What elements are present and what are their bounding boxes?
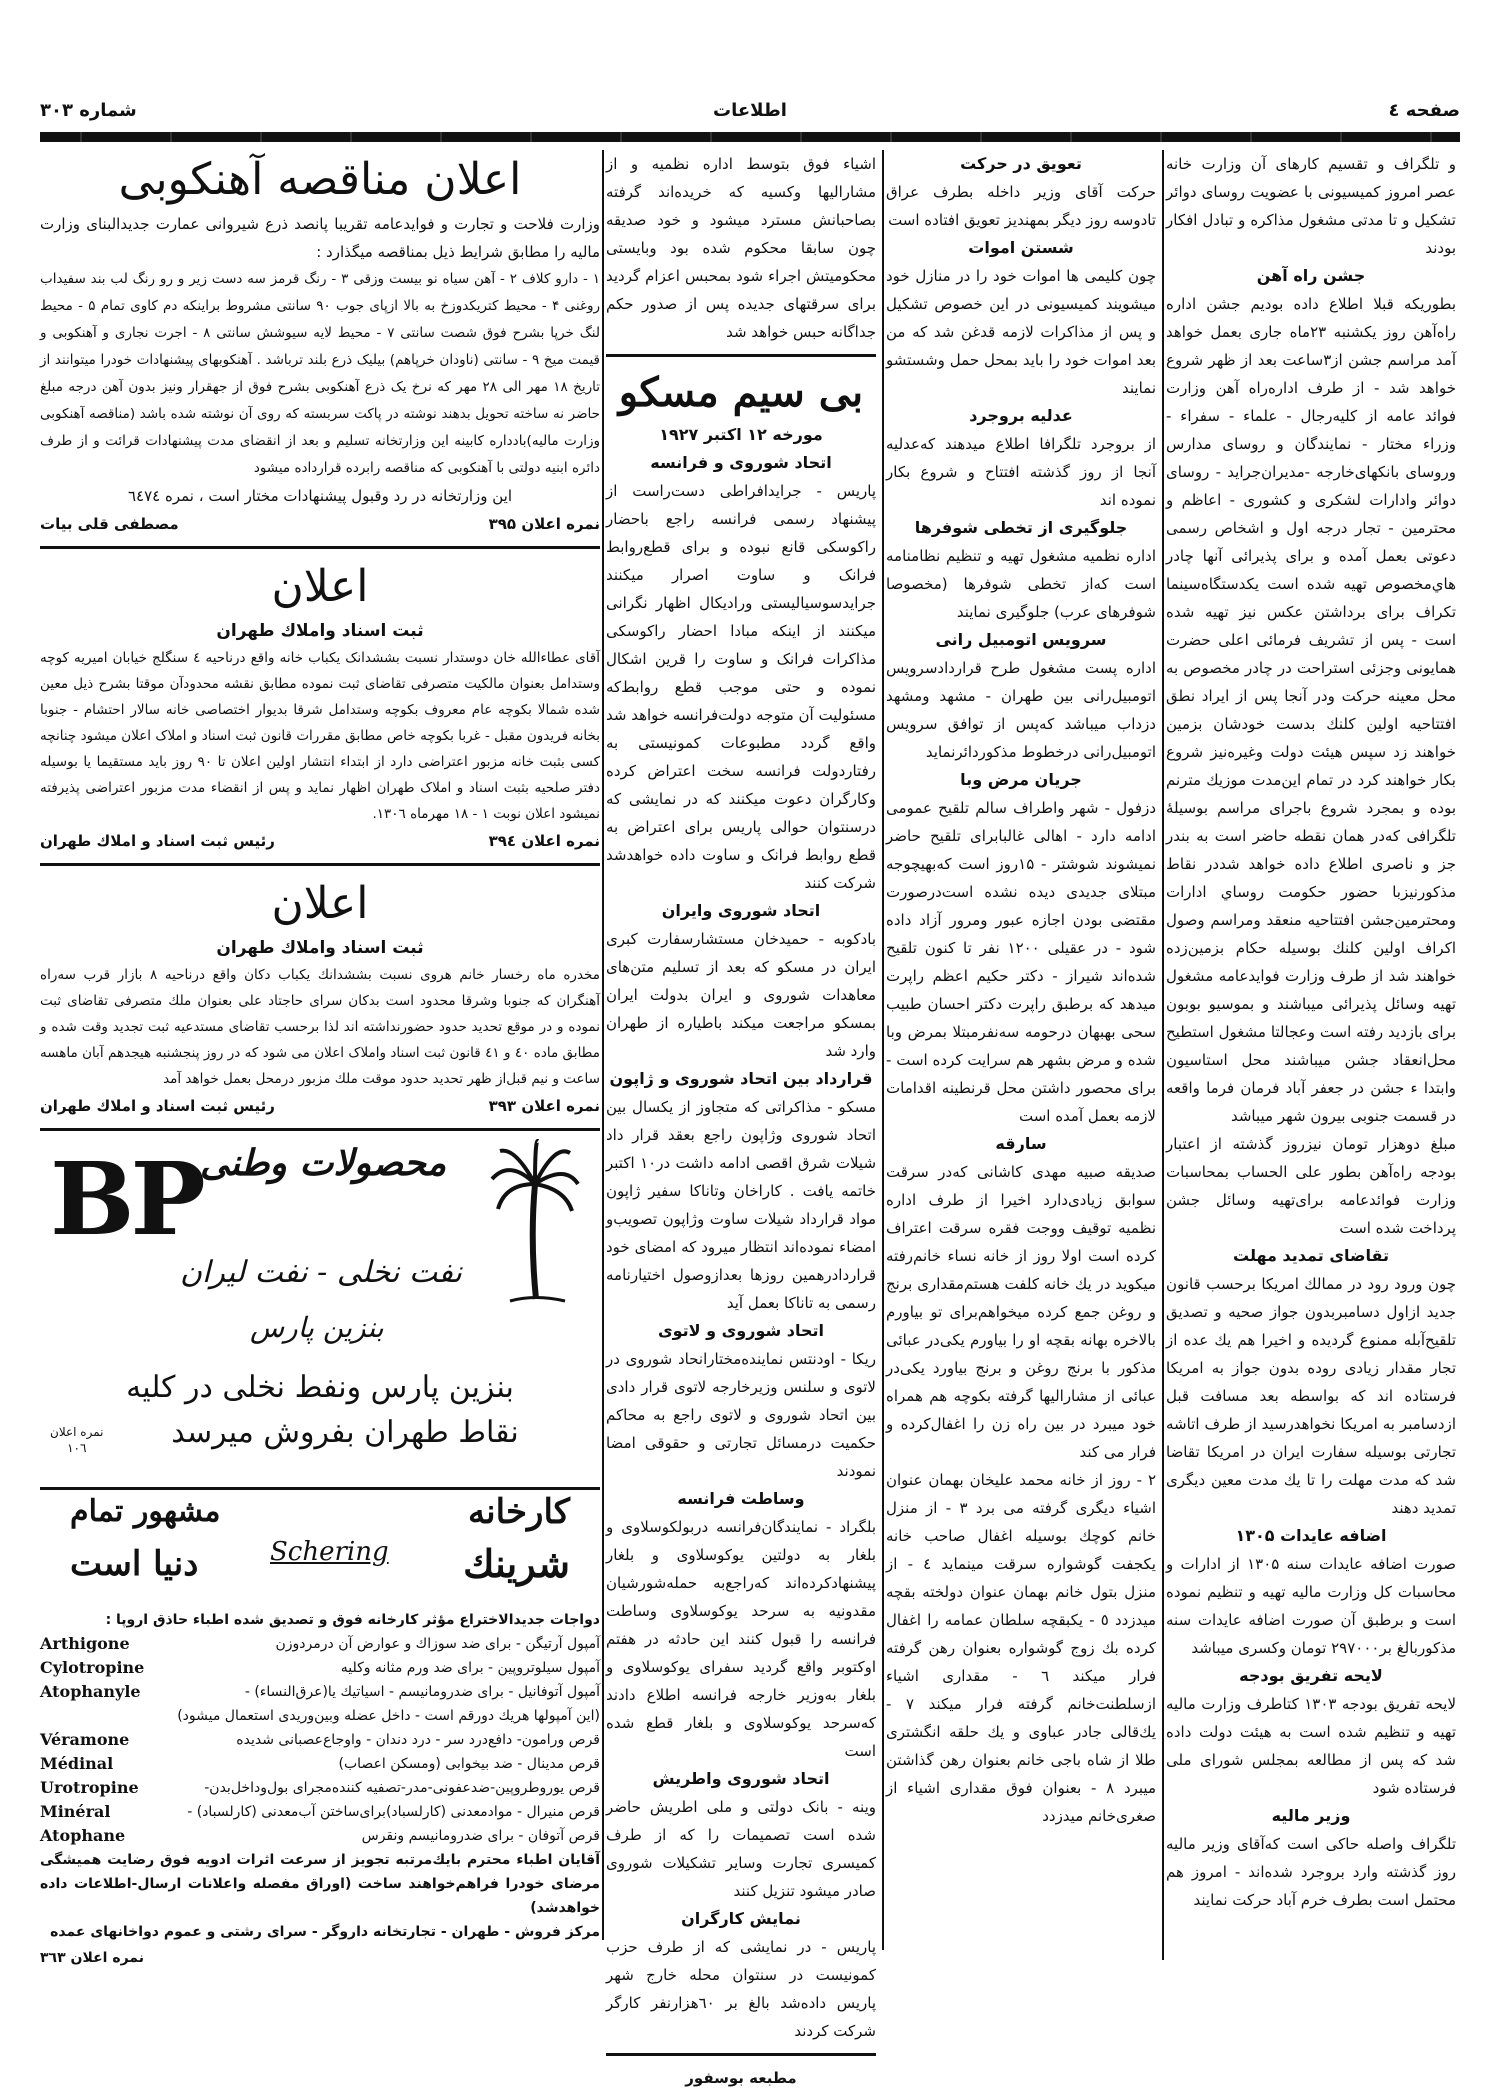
column-rule: [1162, 150, 1164, 1960]
news-body: مسکو - مذاکراتی که متجاوز از یکسال بین اتحاد شوروی وژاپون راجع بعقد قرار داد شیلات شرق اقصی ادامه داشت در۱۰ اکتبر خاتمه یافت . کاراخان وتاناکا سفیر ژاپون مواد قرارداد شیلات ساوت وژاپون تصویب‌و امضاء نموده‌اند انتظار میرود که امضای خود قراردادرهمین روزها بعدازوصول اختیارنامه رسمی به تاناکا بعمل آید: [606, 1098, 877, 1312]
notice-1-signature: رئیس ثبت اسناد و املاك طهران: [40, 832, 275, 850]
news-headline: سارقه: [995, 1134, 1047, 1153]
bp-slogan: محصولات وطنی: [200, 1142, 447, 1184]
newspaper-page: [40, 60, 1460, 2087]
bp-benzin-line: بنزین پارس: [250, 1311, 384, 1344]
bisim-moscow-title: بی سیم مسکو: [618, 369, 864, 416]
schering-ad-number: نمره اعلان ۳٦۳: [40, 1950, 144, 1966]
drug-description: آمپول آتوفانیل - برای ضدرومانیسم - اسیاتیك یا(عرق‌النساء) -: [244, 1684, 600, 1700]
tender-ad-intro: وزارت فلاحت و تجارت و فوایدعامه تقریبا پانصد ذرع شیروانی عمارت جدیدالبنای وزارت مالیه را مطابق شرایط ذیل بمناقصه میگذارد :: [40, 215, 600, 261]
notice-2-body: مخدره ماه رخسار خانم هروی نسبت بششدانك یکباب دکان واقع درناحیه ۸ بازار قرب سه‌راه آهنگران که جنوبا وشرقا محدود است بدکان سرای حاجتاد علی بعنوان ملك متصرفی تقاضای ثبت نموده و در موقع تحدید حدود حضورنداشته اند لذا برحسب تقاضای مستدعیه ثبت تجدید وقت شده و مطابق ماده ٤۰ و ٤۱ قانون ثبت اسناد واملاک اعلان می شود که در روز پنجشنبه هیجدهم آبان ماهسه ساعت و نیم قبل‌از ظهر تحدید حدود موقت ملك مزبور درمحل بعمل خواهد آمد: [40, 967, 600, 1087]
notice-2: [40, 874, 600, 1120]
news-item: [606, 1765, 876, 1905]
bp-sales-line-2: نقاط طهران بفروش میرسد: [171, 1415, 519, 1450]
news-item: [606, 897, 876, 1065]
news-headline: شستن اموات: [968, 238, 1074, 257]
notice-2-number: نمره اعلان ۳۹۳: [488, 1097, 600, 1115]
news-item: [606, 1317, 876, 1485]
news-item: [886, 1130, 1156, 1466]
divider: [40, 863, 600, 866]
news-headline: لایحه تفریق بودجه: [1239, 1666, 1383, 1685]
divider: [606, 354, 876, 357]
news-body: لایحه تفریق بودجه ۱۳۰۳ کتاطرف وزارت مالیه تهیه و تنظیم شده است به هیئت دولت داده شد که پس از مطالعه بمجلس شورای ملی فرستاده شود: [1166, 1695, 1456, 1797]
news-headline: تقاضای تمدید مهلت: [1233, 1246, 1389, 1265]
schering-word-famous: مشهور تمام: [70, 1494, 221, 1529]
notice-1: [40, 557, 600, 855]
news-item: [886, 150, 1156, 234]
schering-sales: مرکز فروش - طهران - تجارتخانه داروگر - سرای رشتی و عموم دواخانهای عمده: [50, 1924, 600, 1940]
drug-latin-name: Atophane: [40, 1826, 126, 1845]
news-item: [1166, 1662, 1456, 1802]
schering-word-name: شرینك: [463, 1541, 570, 1586]
masthead-rule: [40, 132, 1460, 142]
drug-item: [40, 1704, 600, 1728]
notice-2-signature-row: [40, 1092, 600, 1120]
tender-ad-closing: این وزارتخانه در رد وقبول پیشنهادات مختار است ، نمره ٦٤٧٤: [127, 487, 513, 505]
notice-2-title: اعلان: [271, 878, 369, 929]
bp-logo: BP: [50, 1140, 202, 1258]
schering-word-factory: کارخانه: [467, 1492, 570, 1532]
drug-item: [40, 1776, 600, 1800]
news-item: [886, 626, 1156, 766]
schering-word-world: دنیا است: [70, 1544, 199, 1584]
drug-item: [40, 1656, 600, 1680]
drug-latin-name: Atophanyle: [40, 1682, 141, 1701]
drug-description: قرص آتوفان - برای ضدرومانیسم ونقرس: [361, 1828, 600, 1844]
bp-ad-number-value: ۱۰٦: [67, 1441, 87, 1455]
notice-1-number: نمره اعلان ۳۹٤: [488, 832, 600, 850]
column-3: [886, 150, 1156, 1830]
drug-latin-name: Urotropine: [40, 1778, 139, 1797]
drug-item: [40, 1680, 600, 1704]
notice-1-subtitle: ثبت اسناد واملاك طهران: [216, 621, 424, 641]
news-body: پاریس - جرایدافراطی دست‌راست از پیشنهاد رسمی فرانسه راجع باحضار راکوسکی قانع نبوده و برای قطع‌روابط فرانک و ساوت اصرار میکنند جراید‌سوسیالیستی ورادیکال اظهار نگرانی میکنند از اینکه مبادا احضار راکوسکی مذاکرات فرانک و ساوت را قرین اشکال نموده و حتی موجب قطع روابط‌که مسئولیت آن متوجه دولت‌فرانسه خواهد شد واقع گردد مطبوعات کمونیستی به رفتاردولت فرانسه سخت اعتراض کرده وکارگران دعوت میکنند که در نمایشی که درسنتوان حوالی پاریس برای اعتراض به قطع روابط فرانک و ساوت داده خواهدشد شرکت کنند: [605, 482, 876, 892]
news-body: چون کلیمی ها اموات خود را در منازل خود میشویند کمیسیونی در این خصوص تشکیل و پس از مذاکرات لازمه قدغن شد که من بعد اموات خود را باید بمحل حمل وشستشو نمایند: [886, 267, 1156, 397]
news-headline: نمایش کارگران: [681, 1909, 801, 1928]
bp-ad-number-label: نمره اعلان: [50, 1425, 104, 1439]
schering-logo: Schering: [270, 1537, 389, 1567]
news-body: بادکوبه - حمیدخان مستشارسفارت کبری ایران در مسکو که بعد از تسلیم متن‌های معاهدات شوروی و ایران بدولت ایران بمسکو مراجعت میکند باطیاره از طهران وارد شد: [606, 930, 876, 1060]
news-item: [1166, 1522, 1456, 1662]
drug-description: آمپول سیلوتروپین - برای ضد ورم مثانه وکلیه: [340, 1660, 600, 1676]
drug-list: [40, 1632, 600, 1848]
news-headline: جریان مرض وبا: [960, 770, 1082, 789]
page-number: صفحه ٤: [1388, 100, 1460, 121]
drug-description: قرص یوروطروپین-ضدعفونی-مدر-تصفیه کننده‌مجرای بول‌وداخل‌بدن-: [204, 1780, 600, 1796]
news-item: [1166, 1242, 1456, 1522]
drug-latin-name: Minéral: [40, 1802, 111, 1821]
news-body: صورت اضافه عایدات سنه ۱۳۰۵ از ادارات و محاسبات کل وزارت مالیه تهیه و تنظیم نموده است و برطبق آن صورت اضافه عایدات سنه مذکوربالغ بر۲۹۷۰۰۰ تومان وکسری میباشد: [1166, 1555, 1456, 1657]
news-headline: اتحاد شوروی وایران: [661, 901, 821, 920]
tender-ad-title: اعلان مناقصه آهنکوبی: [118, 154, 522, 205]
news-body: ۲ - روز از خانه محمد علیخان بهمان عنوان اشیاء دیگری گرفته می برد ۳ - از منزل خانم کوچك بوسیله اغفال صاحب خانه یکجفت گوشواره سرقت مینماید ٤ - از منزل بتول خانم بهمان عنوان دولخته بقچه میدزدد ٥ - یکبقچه سلطان عمامه را اغفال کرده بك زوج گوشواره بعنوان رهن گرفته فرار میکند ٦ - مقداری اشیاء ازسلطنت‌خانم گرفته فرار میکند ۷ - یك‌قالی جادر عباوی و یك حلقه انگشتری طلا از شاه باجی خانم بعنوان رهن گذاشتن میبرد ۸ - بعنوان فوق مقداری اشیاء از صغری‌خانم میدزدد: [886, 1471, 1156, 1825]
drug-latin-name: Cylotropine: [40, 1658, 145, 1677]
drug-item: [40, 1800, 600, 1824]
column-2: [606, 150, 876, 2092]
news-item: [886, 1466, 1156, 1830]
news-headline: وساطت فرانسه: [677, 1489, 805, 1508]
news-headline: اتحاد شوروی واطریش: [652, 1769, 830, 1788]
news-item: [1166, 1802, 1456, 1914]
drug-latin-name: Médinal: [40, 1754, 114, 1773]
bp-sales-line-1: بنزین پارس ونفط نخلی در کلیه: [126, 1370, 514, 1405]
notice-2-subtitle: ثبت اسناد واملاك طهران: [216, 938, 424, 958]
printer-imprint: مطبعه بوسفور: [685, 2069, 797, 2087]
divider: [40, 1128, 600, 1131]
divider: [40, 546, 600, 549]
palm-tree-icon: [490, 1139, 580, 1309]
news-item: [1166, 150, 1456, 262]
bp-ad: [40, 1139, 600, 1479]
news-item: [1166, 1130, 1456, 1242]
column-2-top-text: اشیاء فوق بتوسط اداره نظمیه و از مشارالیها وکسیه که خریده‌اند گرفته بصاحبانش مسترد میشود و خود صدیقه چون سابقا محکوم شده بود وبایستی محکومیتش اجراء شود بمحبس اعزام گردید برای سرقتهای جدیده پس از صدور حکم جداگانه حبس خواهد شد: [606, 155, 876, 341]
news-headline: اتحاد شوروی و لاتوی: [657, 1321, 825, 1340]
tender-ad-conditions: ۱ - دارو کلاف ۲ - آهن سیاه نو بیست وزقی ۳ - رنگ قرمز سه دست زیر و رو رنگ لب بند سفیداب روغنی ۴ - محیط کتریکدوزخ به بالا ازپای جوب ۹۰ سانتی مشروط براینکه دم کاوی تمام ۵ - محیط لنگ خرپا بشرح فوق شصت سانتی ۷ - محیط لایه سیوشش سانتی ۸ - اجرت نجاری و آهنکوبی و قیمت میخ ۹ - سانتی (ناودان خرپاهم) بیلیک ذرع بلند ترباشد . آهنکوبهای پیشنهادات خودرا میتوانند از تاریخ ۱۸ مهر الی ۲۸ مهر که نرخ یک ذرع آهنکوبی بشرح فوق از جهقرار ونیز بدون آهن درجه مبلغ حاضر نه ساخته تحویل بدهند نوشته در پاکت سربسته که روی آن نوشته شده باشد (مناقصه آهنکوبی وزارت مالیه)بادداره کابینه این وزارتخانه تسلیم و بعد از انقضای مدت پیشنهادات قرائت و از طرف دائره ابنیه دولتی با آهنکوبی که مناقصه رابرده قرارداده میشود: [40, 271, 600, 476]
column-2-sections: [606, 449, 876, 2045]
news-body: اداره نظمیه مشغول تهیه و تنظیم نظامنامه است که‌از تخطی شوفرها (مخصوصا شوفرهای عرب) جلوگیری نمایند: [886, 547, 1156, 621]
news-headline: اتحاد شوروی و فرانسه: [650, 453, 832, 472]
news-headline: اضافه عایدات ۱۳۰۵: [1235, 1526, 1387, 1545]
drug-item: [40, 1728, 600, 1752]
newspaper-name: اطلاعات: [713, 100, 787, 121]
drug-item: [40, 1752, 600, 1776]
bp-products-line: نفت نخلی - نفت لیران: [180, 1255, 463, 1290]
news-body: پاریس - در نمایشی که از طرف حزب کمونیست در سنتوان محله خارج شهر پاریس داده‌شد بالغ بر ٦۰هزارنفر کارگر شرکت کردند: [606, 1938, 876, 2040]
news-body: مبلغ دوهزار تومان نیزروز گذشته از اعتبار بودجه راه‌آهن بطور علی الحساب بمحاسبات وزارت فوائدعامه برای‌تهیه وسائل جشن پرداخت شده است: [1166, 1135, 1456, 1237]
news-body: ریکا - اودنتس نماینده‌مختارانحاد شوروی در لاتوی و سلنس وزیرخارجه لاتوی قرار دادی بین اتحاد شوروی و لاتوی راجع به محاکم حکمیت درمسائل تجارتی و حقوقی امضا نمودند: [606, 1350, 876, 1480]
news-item: [886, 234, 1156, 402]
news-item: [606, 1905, 876, 2045]
news-item: [606, 1485, 876, 1765]
schering-ad-header: [40, 1492, 600, 1608]
column-4-sections: [1166, 150, 1456, 1914]
drug-description: قرص ورامون- دافع‌درد سر - درد دندان - واوجاع‌عصبانی شدیده: [236, 1732, 600, 1748]
drug-latin-name: Véramone: [40, 1730, 130, 1749]
notice-1-title: اعلان: [271, 561, 369, 612]
issue-number: شماره ۳۰۳: [40, 100, 137, 121]
news-body: حرکت آقای وزیر داخله بطرف عراق تادوسه روز دیگر بمهندیز تعویق افتاده است: [886, 183, 1156, 229]
news-body: وینه - بانک دولتی و ملی اطریش حاضر شده است تصمیمات را که از طرف کمیسری تجارت وسایر تشکیلات شوروی صادر میشود تنزیل کنند: [606, 1798, 876, 1900]
news-body: تلگراف واصله حاکی است که‌آقای وزیر مالیه روز گذشته وارد بروجرد شده‌اند - امروز هم محتمل است بطرف خرم آباد حرکت نمایند: [1166, 1835, 1456, 1909]
news-headline: عدلیه بروجرد: [969, 406, 1073, 425]
notice-1-body: آقای عطاءالله خان دوستدار نسبت بششدانک یکباب خانه واقع درناحیه ٤ سنگلج خیابان امیریه کوچه وستدامل بعنوان مالکیت متصرفی تقاضای ثبت نموده مطابق نقشه محدودآن موقتا بشرح ذیل معین شده شمالا بکوچه عام معروف بکوچه وستدامل شرقا بدیوار اختصاصی خانه سالار احتشام - جنوبا بخانه فریدون مقبل - غربا بکوچه خاص مطابق مقررات قانون ثبت اسناد و املاک اعلان میشود چنانچه کسی بثبت خانه مزبور اعتراضی دارد از ابتداء انتشار اولین اعلان تا ۹۰ روز باید مستقیما یا بوسیله دفتر صلحیه بثبت اسناد و املاک طهران اظهار نماید و پس از انقضاء مدت مزبور اعتراضی پذیرفته نمیشود اعلان نوبت ۱ - ۱۸ مهرماه ۱۳۰٦.: [40, 650, 601, 822]
news-body: از بروجرد تلگرافا اطلاع میدهند که‌عدلیه آنجا از روز گذشته افتتاح و شروع بکار نموده اند: [886, 435, 1156, 509]
column-3-sections: [886, 150, 1156, 1830]
news-item: [606, 1065, 876, 1317]
schering-closing: آقایان اطباء محترم بایك‌مرتبه تجویز از سرعت اثرات ادویه فوق رضایت همیشگی مرضای خودرا فراهم‌خواهند ساخت (اوراق مفصله واعلانات ارسال-اطلاعات داده خواهدشد): [40, 1852, 600, 1916]
ads-column: [40, 150, 600, 1972]
news-item: [606, 449, 876, 897]
news-headline: تعویق در حرکت: [960, 154, 1082, 173]
news-headline: سرویس اتومبیل رانی: [935, 630, 1107, 649]
drug-description: قرص منیرال - موادمعدنی (کارلسباد)برای‌ساختن آب‌معدنی (کارلسباد) -: [187, 1804, 600, 1820]
tender-ad-signature-row: [40, 510, 600, 538]
masthead: [40, 100, 1460, 130]
drug-description: (این آمپولها هریك دورقم است - داخل عضله وبین‌وریدی استعمال میشود): [177, 1708, 600, 1724]
drug-item: [40, 1824, 600, 1848]
news-body: اداره پست مشغول طرح قراردادسرویس اتومبیل‌رانی بین طهران - مشهد ومشهد دزداب میباشد که‌پس از توافق سرویس اتومبیل‌رانی درخطوط مذکوردائرنماید: [886, 659, 1156, 761]
news-headline: وزیر مالیه: [1271, 1806, 1351, 1825]
tender-ad-signature: مصطفی قلی بیات: [40, 515, 179, 533]
column-rule: [882, 150, 884, 1950]
drug-latin-name: Arthigone: [40, 1634, 130, 1653]
drug-item: [40, 1632, 600, 1656]
news-item: [886, 766, 1156, 1130]
drug-description: آمپول آرتیگن - برای ضد سوزاك و عوارض آن درمردوزن: [275, 1636, 600, 1652]
news-body: صدیقه صبیه مهدی کاشانی که‌در سرقت سوابق زیادی‌دارد اخیرا از طرف اداره نظمیه توقیف ووجت فقره سرقت اعتراف کرده است اولا روز از خانه نساء خانم‌رفته میکوید در یك خانه کلفت هستم‌مقداری برنج و روغن جمع کرده میخواهم‌برای تو بیاورم بالاخره بهانه بقچه او را بیاورم یکی‌در عبائی مذکور با برنج روغن و برنج بیاورد یکی‌در عبائی از مشارالیها گرفته بکوچه هم همراه خود میبرد در بین راه زن را اغفال‌کرده و فرار می کند: [886, 1163, 1156, 1461]
news-body: چون ورود رود در ممالك امریکا برحسب قانون جدید ازاول دسامبربدون جواز صحیه و تصدیق تلقیح‌آبله ممنوع گردیده و اخیرا هم یك عده از تجار مقدار زیادی روده بدون جواز به امریکا فرستاده اند که بواسطه بعد مسافت قبل ازدسامبر به امریکا نخواهدرسید از طرف اتاشه تجارتی بوسیله سفارت ایران در امریکا تقاضا شد که مدت مهلت را تا یك مدت معین دیگری تمدید دهند: [1166, 1275, 1456, 1517]
divider: [606, 2053, 876, 2056]
notice-1-signature-row: [40, 827, 600, 855]
tender-ad-number: نمره اعلان ۳۹۵: [488, 515, 600, 533]
divider: [40, 1487, 600, 1490]
news-body: بلگراد - نمایندگان‌فرانسه دربولکوسلاوی و بلغار به دولتین یوکوسلاوی و بلغار پیشنهادکرده‌اند که‌راجع‌به حمله‌شورشیان مقدونیه به سرحد یوکوسلاوی وساطت فرانسه را قبول کنند این حادثه در هفتم اوکتوبر واقع گردید سفرای یوکوسلاوی و بلغار به‌وزیر خارجه فرانسه اطلاع دادند که‌سرحد یوکوسلاوی و بلغار قطع شده است: [606, 1518, 876, 1760]
column-4: [1166, 150, 1456, 1914]
news-headline: جلوگیری از تخطی شوفرها: [914, 518, 1128, 537]
news-item: [1166, 262, 1456, 1130]
column-rule: [602, 150, 604, 1940]
bisim-dateline: مورخه ۱۲ اکتبر ۱۹۲۷: [659, 425, 823, 444]
news-body: بطوریکه قبلا اطلاع داده بودیم جشن اداره راه‌آهن روز یکشنبه ۲۳ماه جاری بعمل خواهد آمد مراسم جشن از۳ساعت بعد از ظهر شروع خواهد شد - از طرف اداره‌راه آهن وزارت فوائد عامه از کلیه‌رجال - علماء - سفراء - وزراء مختار - نمایندگان و روسای مدارس وروسای بانکهای‌خارجه -مدیران‌جراید - روسای دوائر وادارات لشکری و کشوری - اعاظم و محترمین - تجار درجه اول و اشخاص رسمی دعوتی بعمل آمده و برای پذیرائی آنها چادر هاي‌مخصوص تهیه شده است یکدستگاه‌سینما تکراف برای برداشتن عکس نیز تهیه شده است - پس از تشریف فرمائی اعلی حضرت همایونی وجزئی استراحت در چادر مخصوص به محل معینه حرکت ودر آنجا پس از ایراد نطق افتتاحیه اولین کلنك بدست خودشان بزمین خواهند زد سپس هیئت دولت وغیره‌نیز شروع بکار خواهند کرد در تمام این‌مدت موزیك مترنم بوده و بمجرد شروع باجرای مراسم بوسیلهٔ تلگرافی که‌در همان نقطه حاضر است به بندر جز و ناصری اطلاع داده خواهد شد‌در نقاط مذکورنیزبا حضور حکومت روساي ادارات ومحترمین‌جشن افتتاحیه منعقد ومراسم وصول اکراف اولین کلنك بوسیله حکام بزمین‌زده خواهند شد از طرف وزارت فوایدعامه مشغول تهیه وسائل پذیرائی میباشند و بموسیو بوبون برای بازدید رفته است وعجالتا مشغول استطیح محل‌انعقاد جشن میباشند محل استاسیون وابتدا ء جشن در جعفر آباد فرمان فرما واقعه در قسمت جنوبی بیرون شهر میباشد: [1166, 295, 1456, 1125]
bp-ad-number: [50, 1424, 103, 1456]
drug-description: قرص مدینال - ضد بیخوابی (ومسکن اعصاب): [338, 1756, 600, 1772]
news-headline: قرارداد بین اتحاد شوروی و ژاپون: [609, 1069, 873, 1088]
news-item: [886, 514, 1156, 626]
tender-ad: [40, 150, 600, 538]
schering-intro: دواجات جدیدالاختراع مؤثر کارخانه فوق و تصدیق شده اطباء حاذق اروپا :: [105, 1612, 600, 1628]
news-item: [886, 402, 1156, 514]
news-headline: جشن راه آهن: [1256, 266, 1366, 285]
news-body: دزفول - شهر واطراف سالم تلقیح عمومی ادامه دارد - اهالی غالبا‌برای تلقیح حاضر نمیشوند شوشتر - ۱۵روز است که‌بهیچوجه مبتلای جدیدی دیده نشده است‌درصورت مقتضی بودن اجازه عبور ومرور آزاد داده شود - در عقیلی ۱۲۰۰ نفر تا کنون تلقیح شده‌اند شیراز - دکتر حکیم اعظم راپرت میدهد که برطبق راپرت دکتر احسان طبیب سحی بهبهان درحومه سه‌نفرمبتلا بمرض وبا شده و مرض بشهر هم سرایت کرده است - برای محصور داشتن محل قرنطینه اقدامات لازمه بعمل آمده است: [886, 799, 1156, 1125]
news-body: و تلگراف و تقسیم کارهای آن وزارت خانه عصر امروز کمیسیونی با عضویت روسای دوائر تشکیل و تا مدتی مشغول مذاکره و تبادل افکار بودند: [1166, 155, 1456, 257]
notice-2-signature: رئیس ثبت اسناد و املاك طهران: [40, 1097, 275, 1115]
